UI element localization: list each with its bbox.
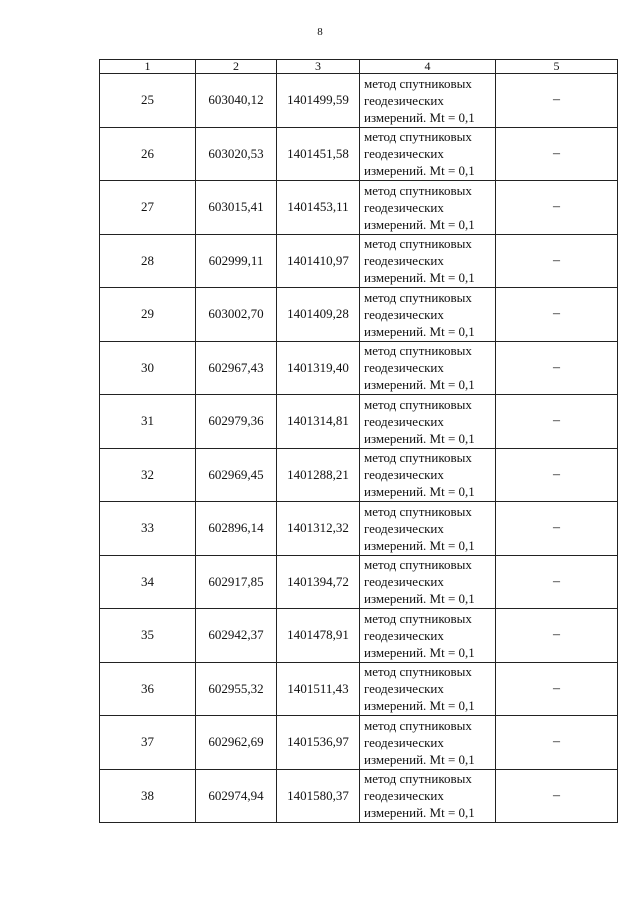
x-coordinate-cell: 602979,36 (196, 395, 277, 449)
point-number-cell: 26 (100, 127, 196, 181)
y-coordinate-cell: 1401511,43 (277, 662, 360, 716)
x-coordinate-cell: 602896,14 (196, 502, 277, 556)
method-line: геодезических (364, 574, 444, 590)
point-number-cell: 36 (100, 662, 196, 716)
method-line: измерений. Mt = 0,1 (364, 323, 475, 339)
table-row (100, 127, 618, 181)
method-line: метод спутниковых (364, 289, 472, 305)
method-cell (360, 181, 496, 235)
method-cell (360, 127, 496, 181)
table-body (100, 74, 618, 823)
table-row (100, 234, 618, 288)
method-line: измерений. Mt = 0,1 (364, 163, 475, 179)
method-line: геодезических (364, 199, 444, 215)
point-number-cell: 31 (100, 395, 196, 449)
y-coordinate-cell: 1401499,59 (277, 74, 360, 128)
x-coordinate-cell: 603002,70 (196, 288, 277, 342)
table-row (100, 609, 618, 663)
y-coordinate-cell: 1401319,40 (277, 341, 360, 395)
method-line: геодезических (364, 306, 444, 322)
x-coordinate-cell: 603015,41 (196, 181, 277, 235)
header-col-3: 3 (277, 60, 360, 74)
x-coordinate-cell: 602955,32 (196, 662, 277, 716)
point-number-cell: 29 (100, 288, 196, 342)
point-number-cell: 33 (100, 502, 196, 556)
method-line: измерений. Mt = 0,1 (364, 270, 475, 286)
x-coordinate-cell: 602967,43 (196, 341, 277, 395)
method-line: метод спутниковых (364, 557, 472, 573)
table-row (100, 74, 618, 128)
point-number-cell: 35 (100, 609, 196, 663)
point-number-cell: 28 (100, 234, 196, 288)
method-line: измерений. Mt = 0,1 (364, 751, 475, 767)
y-coordinate-cell: 1401409,28 (277, 288, 360, 342)
method-cell (360, 341, 496, 395)
method-line: метод спутниковых (364, 129, 472, 145)
method-line: метод спутниковых (364, 343, 472, 359)
method-line: метод спутниковых (364, 771, 472, 787)
x-coordinate-cell: 603040,12 (196, 74, 277, 128)
method-cell (360, 555, 496, 609)
table-row (100, 769, 618, 823)
header-col-2: 2 (196, 60, 277, 74)
method-line: измерений. Mt = 0,1 (364, 698, 475, 714)
y-coordinate-cell: 1401288,21 (277, 448, 360, 502)
method-cell (360, 288, 496, 342)
method-line: измерений. Mt = 0,1 (364, 805, 475, 821)
y-coordinate-cell: 1401410,97 (277, 234, 360, 288)
coordinates-table (99, 59, 618, 823)
y-coordinate-cell: 1401394,72 (277, 555, 360, 609)
table-row (100, 288, 618, 342)
column-5-cell: – (496, 769, 618, 823)
point-number-cell: 27 (100, 181, 196, 235)
method-line: измерений. Mt = 0,1 (364, 484, 475, 500)
column-5-cell: – (496, 662, 618, 716)
y-coordinate-cell: 1401580,37 (277, 769, 360, 823)
method-line: метод спутниковых (364, 503, 472, 519)
column-5-cell: – (496, 448, 618, 502)
x-coordinate-cell: 602969,45 (196, 448, 277, 502)
column-5-cell: – (496, 341, 618, 395)
method-line: геодезических (364, 92, 444, 108)
method-line: геодезических (364, 360, 444, 376)
column-5-cell: – (496, 555, 618, 609)
method-line: метод спутниковых (364, 610, 472, 626)
page-number: 8 (317, 26, 323, 38)
y-coordinate-cell: 1401453,11 (277, 181, 360, 235)
table-row (100, 502, 618, 556)
method-line: метод спутниковых (364, 450, 472, 466)
method-cell (360, 74, 496, 128)
x-coordinate-cell: 602962,69 (196, 716, 277, 770)
point-number-cell: 38 (100, 769, 196, 823)
point-number-cell: 25 (100, 74, 196, 128)
method-line: измерений. Mt = 0,1 (364, 537, 475, 553)
method-cell (360, 662, 496, 716)
method-cell (360, 609, 496, 663)
header-row (100, 60, 618, 74)
y-coordinate-cell: 1401312,32 (277, 502, 360, 556)
header-col-1: 1 (100, 60, 196, 74)
table-row (100, 341, 618, 395)
point-number-cell: 32 (100, 448, 196, 502)
x-coordinate-cell: 603020,53 (196, 127, 277, 181)
column-5-cell: – (496, 395, 618, 449)
column-5-cell: – (496, 74, 618, 128)
method-cell (360, 769, 496, 823)
method-cell (360, 395, 496, 449)
method-line: измерений. Mt = 0,1 (364, 591, 475, 607)
method-line: геодезических (364, 520, 444, 536)
method-line: геодезических (364, 681, 444, 697)
y-coordinate-cell: 1401314,81 (277, 395, 360, 449)
table-row (100, 662, 618, 716)
method-cell (360, 502, 496, 556)
column-5-cell: – (496, 127, 618, 181)
table-row (100, 716, 618, 770)
method-line: геодезических (364, 413, 444, 429)
y-coordinate-cell: 1401478,91 (277, 609, 360, 663)
method-line: геодезических (364, 734, 444, 750)
y-coordinate-cell: 1401536,97 (277, 716, 360, 770)
table-row (100, 395, 618, 449)
column-5-cell: – (496, 502, 618, 556)
method-line: геодезических (364, 146, 444, 162)
column-5-cell: – (496, 234, 618, 288)
point-number-cell: 30 (100, 341, 196, 395)
method-line: геодезических (364, 253, 444, 269)
method-line: метод спутниковых (364, 396, 472, 412)
method-line: измерений. Mt = 0,1 (364, 430, 475, 446)
x-coordinate-cell: 602917,85 (196, 555, 277, 609)
column-5-cell: – (496, 288, 618, 342)
method-line: геодезических (364, 467, 444, 483)
table-header (100, 60, 618, 74)
method-line: метод спутниковых (364, 717, 472, 733)
x-coordinate-cell: 602942,37 (196, 609, 277, 663)
method-cell (360, 234, 496, 288)
column-5-cell: – (496, 181, 618, 235)
method-line: геодезических (364, 788, 444, 804)
method-line: измерений. Mt = 0,1 (364, 109, 475, 125)
x-coordinate-cell: 602974,94 (196, 769, 277, 823)
x-coordinate-cell: 602999,11 (196, 234, 277, 288)
column-5-cell: – (496, 716, 618, 770)
table-row (100, 448, 618, 502)
point-number-cell: 37 (100, 716, 196, 770)
method-line: измерений. Mt = 0,1 (364, 644, 475, 660)
method-line: измерений. Mt = 0,1 (364, 377, 475, 393)
y-coordinate-cell: 1401451,58 (277, 127, 360, 181)
method-cell (360, 716, 496, 770)
table-row (100, 181, 618, 235)
header-col-5: 5 (496, 60, 618, 74)
column-5-cell: – (496, 609, 618, 663)
method-line: геодезических (364, 627, 444, 643)
header-col-4: 4 (360, 60, 496, 74)
method-cell (360, 448, 496, 502)
method-line: метод спутниковых (364, 75, 472, 91)
method-line: измерений. Mt = 0,1 (364, 216, 475, 232)
point-number-cell: 34 (100, 555, 196, 609)
method-line: метод спутниковых (364, 182, 472, 198)
method-line: метод спутниковых (364, 664, 472, 680)
table-row (100, 555, 618, 609)
method-line: метод спутниковых (364, 236, 472, 252)
